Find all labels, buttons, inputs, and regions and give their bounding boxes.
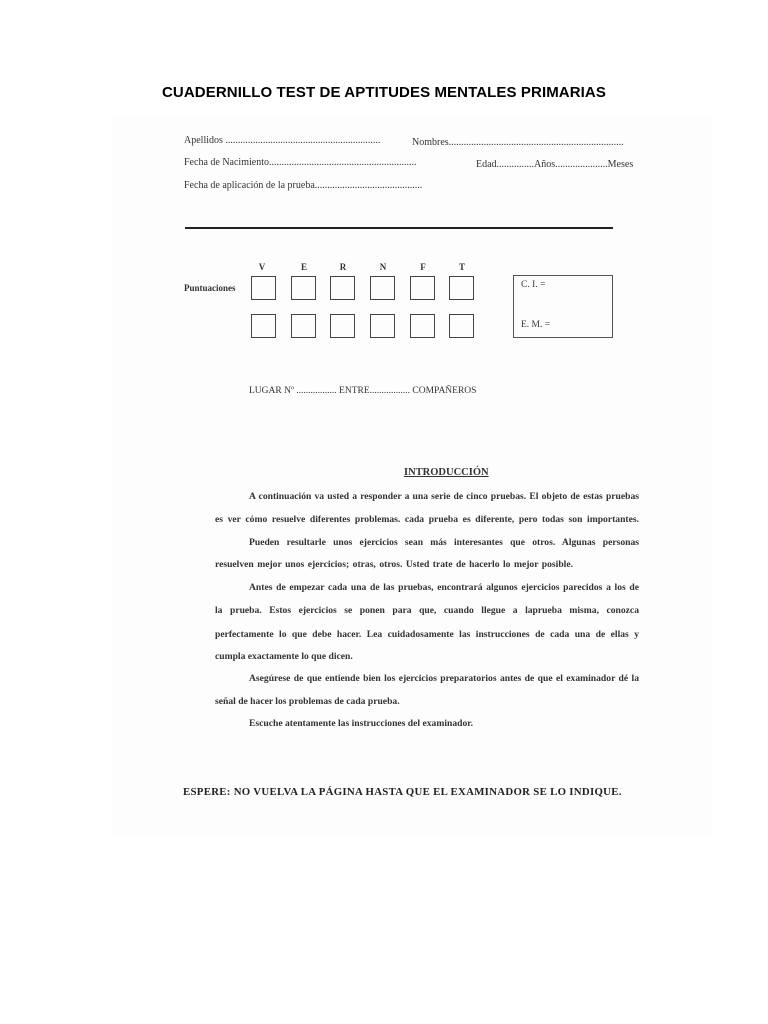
ci-label: C. I. = (521, 280, 546, 290)
fecha-aplicacion-field: Fecha de aplicación de la prueba........................................... (184, 180, 423, 191)
intro-line-2: es ver cómo resuelve diferentes problemas. cada prueba es diferente, pero todas son importantes. (215, 514, 639, 525)
intro-heading: INTRODUCCIÓN (404, 467, 489, 478)
intro-line-5: Antes de empezar cada una de las pruebas, encontrará algunos ejercicios parecidos a los de (249, 582, 639, 593)
score-box-t-top[interactable] (449, 276, 474, 300)
intro-line-4: resuelven mejor unos ejercicios; otras, otros. Usted trate de hacerlo lo mejor posible. (215, 559, 573, 570)
nombres-field: Nombres...................................................................... (412, 137, 624, 148)
score-letter-r: R (339, 262, 347, 272)
intro-line-3: Pueden resultarle unos ejercicios sean más interesantes que otros. Algunas personas (249, 537, 639, 548)
fecha-nacimiento-field: Fecha de Nacimiento........................................................... (184, 157, 417, 168)
score-box-n-bottom[interactable] (370, 314, 395, 338)
score-letter-t: T (458, 262, 465, 272)
warning-text: ESPERE: NO VUELVA LA PÁGINA HASTA QUE EL EXAMINADOR SE LO INDIQUE. (183, 786, 622, 798)
puntuaciones-label: Puntuaciones (184, 283, 236, 293)
lugar-field: LUGAR Nº ................. ENTRE................. COMPAÑEROS (249, 386, 477, 396)
edad-field: Edad...............Años.....................Meses (476, 159, 634, 170)
score-letter-n: N (379, 262, 387, 272)
score-box-f-top[interactable] (410, 276, 435, 300)
score-box-r-bottom[interactable] (330, 314, 355, 338)
intro-line-6: la prueba. Estos ejercicios se ponen para que, cuando llegue a laprueba misma, conozca (215, 605, 639, 616)
intro-line-8: cumpla exactamente lo que dicen. (215, 651, 353, 662)
intro-line-7: perfectamente lo que debe hacer. Lea cuidadosamente las instrucciones de cada una de ellas y (215, 629, 639, 640)
score-letter-v: V (258, 262, 266, 272)
score-box-v-bottom[interactable] (251, 314, 276, 338)
score-box-n-top[interactable] (370, 276, 395, 300)
intro-line-1: A continuación va usted a responder a una serie de cinco pruebas. El objeto de estas pruebas (249, 491, 639, 502)
score-letter-f: F (420, 262, 426, 272)
apellidos-field: Apellidos .............................................................. (184, 135, 381, 146)
score-box-e-top[interactable] (291, 276, 316, 300)
intro-line-9: Asegúrese de que entiende bien los ejercicios preparatorios antes de que el examinador dé la (249, 673, 639, 684)
intro-line-10: señal de hacer los problemas de cada prueba. (215, 696, 400, 707)
score-box-t-bottom[interactable] (449, 314, 474, 338)
score-box-v-top[interactable] (251, 276, 276, 300)
score-box-e-bottom[interactable] (291, 314, 316, 338)
ci-em-box[interactable] (513, 275, 613, 338)
divider-line (185, 227, 613, 229)
intro-line-11: Escuche atentamente las instrucciones del examinador. (249, 718, 474, 729)
document-title: CUADERNILLO TEST DE APTITUDES MENTALES PRIMARIAS (162, 84, 606, 101)
score-box-f-bottom[interactable] (410, 314, 435, 338)
score-letter-e: E (300, 262, 307, 272)
score-box-r-top[interactable] (330, 276, 355, 300)
em-label: E. M. = (521, 320, 551, 330)
